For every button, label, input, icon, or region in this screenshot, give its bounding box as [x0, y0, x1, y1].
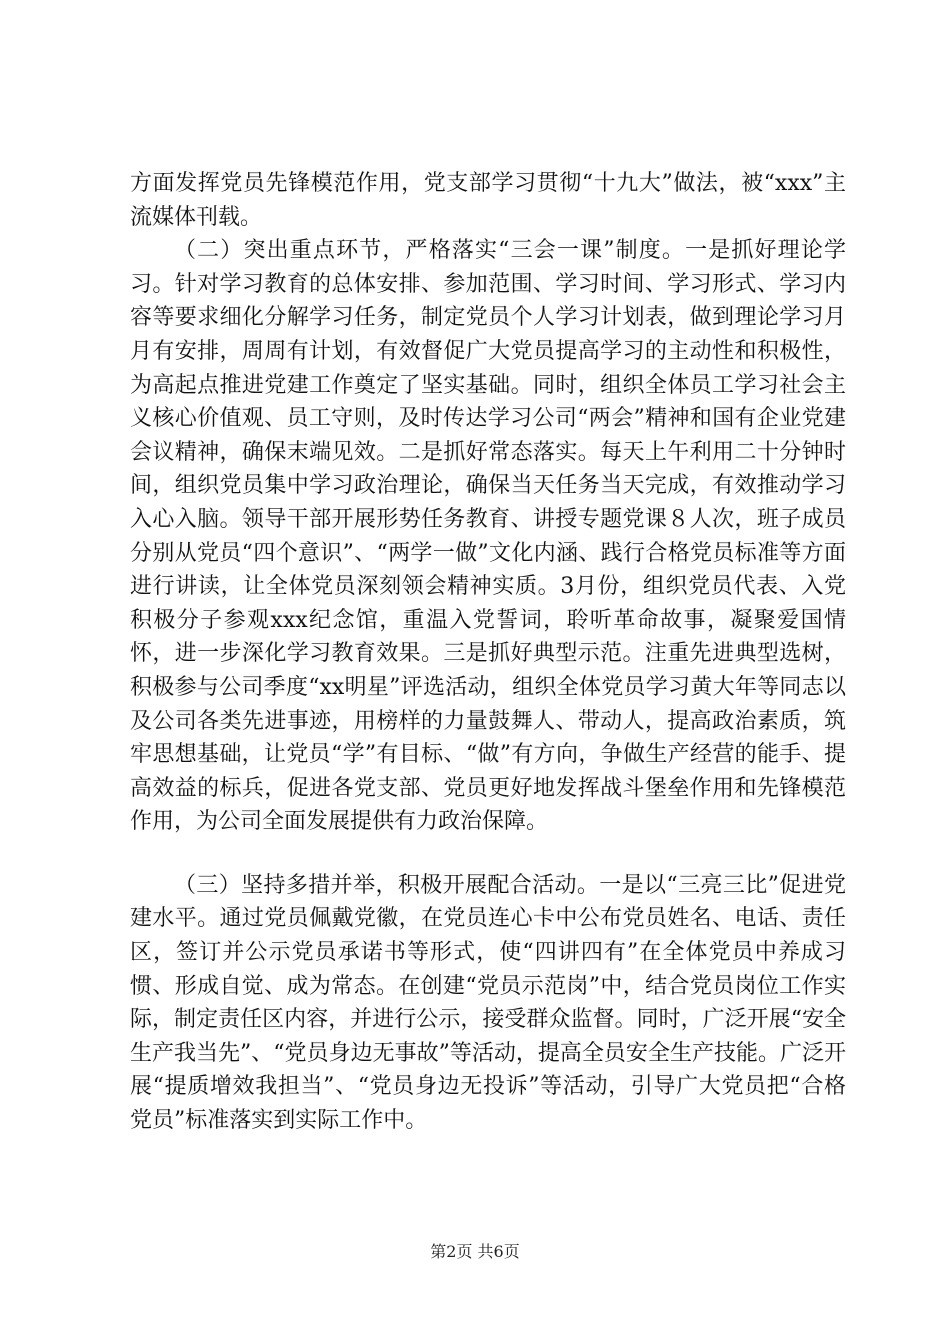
document-body [130, 167, 846, 1138]
page-footer: 第2页 共6页 [430, 1242, 520, 1261]
paragraph-section-three: （三）坚持多措并举，积极开展配合活动。一是以“三亮三比”促进党建水平。通过党员佩戴党徽，在党员连心卡中公布党员姓名、电话、责任区，签订并公示党员承诺书等形式，使“四讲四有”在全体党员中养成习惯、形成自觉、成为常态。在创建“党员示范岗”中，结合党员岗位工作实际，制定责任区内容，并进行公示，接受群众监督。同时，广泛开展“安全生产我当先”、“党员身边无事故”等活动，提高全员安全生产技能。广泛开展“提质增效我担当”、“党员身边无投诉”等活动，引导广大党员把“合格党员”标准落实到实际工作中。 [130, 872, 846, 1134]
paragraph-spacer [130, 839, 846, 869]
paragraph-section-two: （二）突出重点环节，严格落实“三会一课”制度。一是抓好理论学习。针对学习教育的总体安排、参加范围、学习时间、学习形式、学习内容等要求细化分解学习任务，制定党员个人学习计划表，做到理论学习月月有安排，周周有计划，有效督促广大党员提高学习的主动性和积极性，为高起点推进党建工作奠定了坚实基础。同时，组织全体员工学习社会主义核心价值观、员工守则，及时传达学习公司“两会”精神和国有企业党建会议精神，确保末端见效。二是抓好常态落实。每天上午利用二十分钟时间，组织党员集中学习政治理论，确保当天任务当天完成，有效推动学习入心入脑。领导干部开展形势任务教育、讲授专题党课８人次，班子成员分别从党员“四个意识”、“两学一做”文化内涵、践行合格党员标准等方面进行讲读，让全体党员深刻领会精神实质。3月份，组织党员代表、入党积极分子参观xxx纪念馆，重温入党誓词，聆听革命故事，凝聚爱国情怀，进一步深化学习教育效果。三是抓好典型示范。注重先进典型选树，积极参与公司季度“xx明星”评选活动，组织全体党员学习黄大年等同志以及公司各类先进事迹，用榜样的力量鼓舞人、带动人，提高政治素质，筑牢思想基础，让党员“学”有目标、“做”有方向，争做生产经营的能手、提高效益的标兵，促进各党支部、党员更好地发挥战斗堡垒作用和先锋模范作用，为公司全面发展提供有力政治保障。 [130, 238, 846, 835]
paragraph-continuation: 方面发挥党员先锋模范作用，党支部学习贯彻“十九大”做法，被“xxx”主流媒体刊载。 [130, 171, 846, 230]
